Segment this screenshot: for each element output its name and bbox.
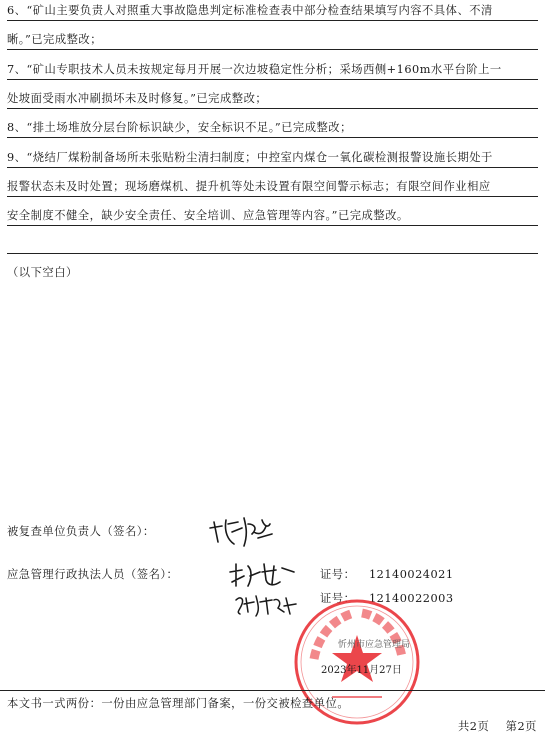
cert-label-2: 证号： <box>320 592 356 605</box>
rule-line <box>7 49 538 50</box>
blank-note: （以下空白） <box>7 266 78 279</box>
rule-line <box>7 137 538 138</box>
cert-label-1: 证号： <box>320 568 356 581</box>
page-indicator: 共2页 第2页 <box>458 720 537 733</box>
footer-rule <box>0 690 545 691</box>
cert-number-2: 12140022003 <box>369 592 454 605</box>
officers-signature-label: 应急管理行政执法人员（签名）： <box>7 568 179 581</box>
item-7-line-1: 7、“矿山专职技术人员未按规定每月开展一次边坡稳定性分析；采场西侧+160m水平台阶上一 <box>7 63 502 76</box>
rule-line <box>7 167 538 168</box>
item-6-line-2: 晰。”已完成整改； <box>7 33 103 46</box>
officer-signature-1 <box>228 560 298 592</box>
item-6-line-1: 6、“矿山主要负责人对照重大事故隐患判定标准检查表中部分检查结果填写内容不具体、不清 <box>7 4 493 17</box>
stamp-date: 2023年11月27日 <box>321 665 402 676</box>
inspected-unit-signature <box>208 512 278 552</box>
rule-line <box>7 196 538 197</box>
item-7-line-2: 处坡面受雨水冲刷损坏未及时修复。”已完成整改； <box>7 92 268 105</box>
item-9-line-3: 安全制度不健全，缺少安全责任、安全培训、应急管理等内容。”已完成整改。 <box>7 209 409 222</box>
item-9-line-1: 9、“烧结厂煤粉制备场所未张贴粉尘清扫制度；中控室内煤仓一氧化碳检测报警设施长期处于 <box>7 151 493 164</box>
item-9-line-2: 报警状态未及时处置；现场磨煤机、提升机等处未设置有限空间警示标志；有限空间作业相应 <box>7 180 491 193</box>
rule-line <box>7 20 538 21</box>
cert-number-1: 12140024021 <box>369 568 454 581</box>
rule-line <box>7 253 538 254</box>
footer-note: 本文书一式两份：一份由应急管理部门备案，一份交被检查单位。 <box>7 697 350 710</box>
rule-line <box>7 225 538 226</box>
inspected-unit-signature-label: 被复查单位负责人（签名）： <box>7 525 155 538</box>
item-8-line-1: 8、“排土场堆放分层台阶标识缺少，安全标识不足。”已完成整改； <box>7 121 352 134</box>
rule-line <box>7 79 538 80</box>
stamp-org: 忻州市应急管理局 <box>338 640 411 650</box>
rule-line <box>7 108 538 109</box>
